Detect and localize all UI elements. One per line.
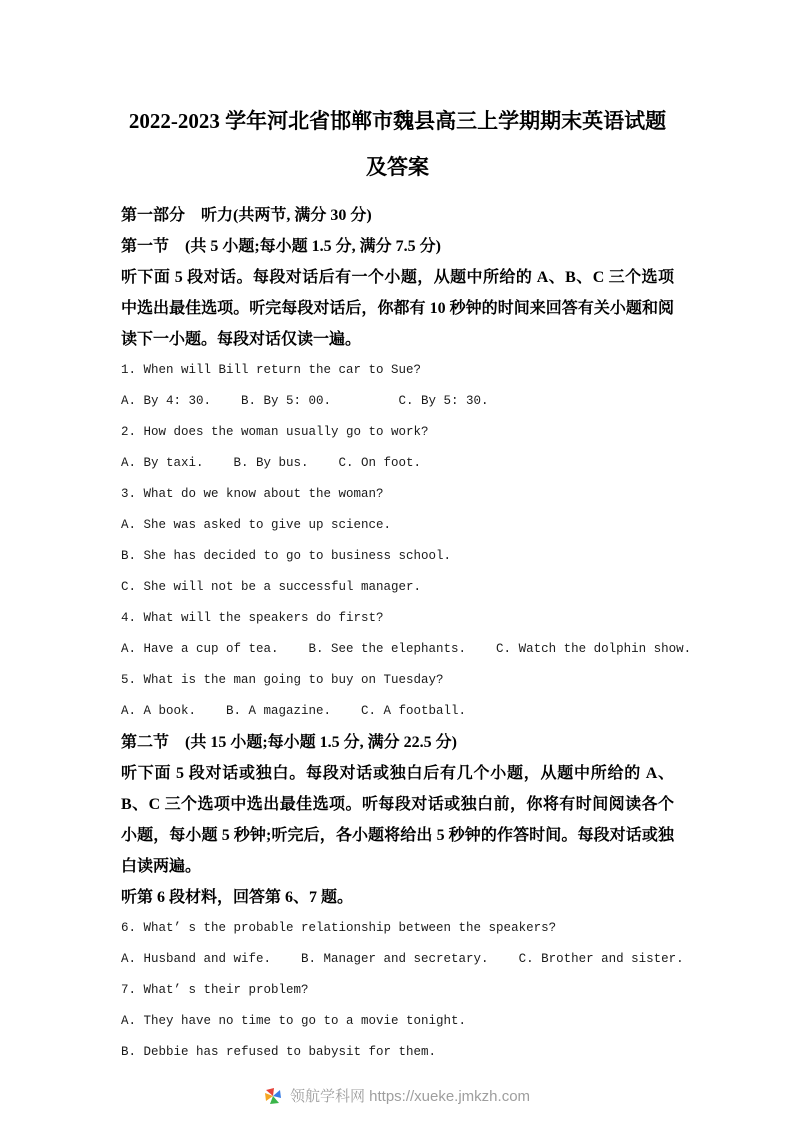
section2-heading: 第二节 (共 15 小题;每小题 1.5 分, 满分 22.5 分) (121, 734, 457, 751)
question-3-option-c: C. She will not be a successful manager. (121, 580, 422, 594)
section2-instructions: 听下面 5 段对话或独白。每段对话或独白后有几个小题，从题中所给的 A、B、C 三个选项中选出最佳选项。听每段对话或独白前，你将有时间阅读各个小题，每小题 5 秒钟;听完后，各小题将给出 5 秒钟的作答时间。每段对话或独白读两遍。 (121, 765, 674, 875)
question-6-stem: 6. What’ s the probable relationship between the speakers? (121, 921, 557, 935)
question-1-stem: 1. When will Bill return the car to Sue? (121, 363, 422, 377)
question-5-options: A. A book. B. A magazine. C. A football. (121, 704, 467, 718)
question-6-options: A. Husband and wife. B. Manager and secretary. C. Brother and sister. (121, 952, 684, 966)
section1-instructions: 听下面 5 段对话。每段对话后有一个小题，从题中所给的 A、B、C 三个选项中选出最佳选项。听完每段对话后，你都有 10 秒钟的时间来回答有关小题和阅读下一小题。每段对话仅读一遍。 (121, 269, 674, 348)
document-title-line1: 2022-2023 学年河北省邯郸市魏县高三上学期期末英语试题 (128, 109, 667, 133)
xueke-logo-icon (263, 1086, 283, 1106)
question-4-options: A. Have a cup of tea. B. See the elephants. C. Watch the dolphin show. (121, 642, 692, 656)
question-2-stem: 2. How does the woman usually go to work? (121, 425, 429, 439)
part1-heading: 第一部分 听力(共两节, 满分 30 分) (121, 207, 372, 224)
watermark-text: 领航学科网 https://xueke.jmkzh.com (289, 1088, 531, 1105)
question-7-option-b: B. Debbie has refused to babysit for them. (121, 1045, 437, 1059)
section2-material-note: 听第 6 段材料，回答第 6、7 题。 (121, 889, 354, 906)
question-3-option-a: A. She was asked to give up science. (121, 518, 392, 532)
document-title-line2: 及答案 (366, 155, 429, 179)
section1-heading: 第一节 (共 5 小题;每小题 1.5 分, 满分 7.5 分) (121, 238, 441, 255)
question-1-options: A. By 4: 30. B. By 5: 00. C. By 5: 30. (121, 394, 489, 408)
question-2-options: A. By taxi. B. By bus. C. On foot. (121, 456, 422, 470)
question-3-stem: 3. What do we know about the woman? (121, 487, 384, 501)
question-4-stem: 4. What will the speakers do first? (121, 611, 384, 625)
document-title (97, 98, 698, 190)
question-3-option-b: B. She has decided to go to business school. (121, 549, 452, 563)
document-body (121, 200, 692, 1068)
question-7-stem: 7. What’ s their problem? (121, 983, 309, 997)
question-7-option-a: A. They have no time to go to a movie tonight. (121, 1014, 467, 1028)
question-5-stem: 5. What is the man going to buy on Tuesday? (121, 673, 444, 687)
watermark-footer (0, 1085, 793, 1106)
